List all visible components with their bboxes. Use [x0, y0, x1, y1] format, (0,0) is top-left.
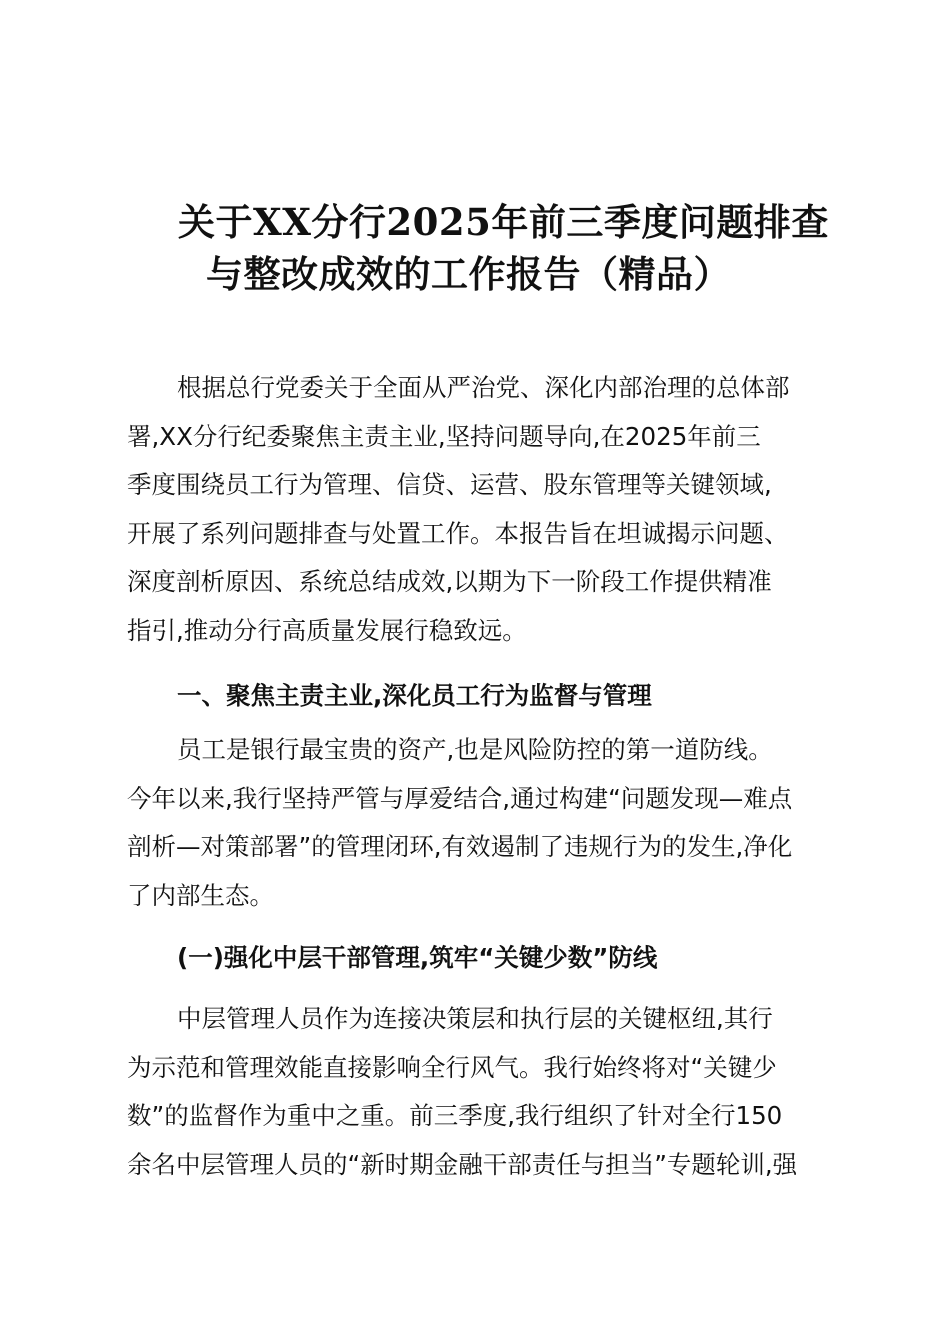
subsection-heading-1: (一)强化中层干部管理,筑牢“关键少数”防线: [177, 943, 658, 972]
paragraph-line: 余名中层管理人员的“新时期金融干部责任与担当”专题轮训,强: [127, 1149, 798, 1179]
paragraph-line: 深度剖析原因、系统总结成效,以期为下一阶段工作提供精准: [127, 567, 772, 597]
subsection-1-paragraph: [127, 995, 827, 1189]
section-1-paragraph: [127, 726, 827, 920]
paragraph-line: 中层管理人员作为连接决策层和执行层的关键枢纽,其行: [177, 1004, 773, 1033]
paragraph-line: 了内部生态。: [127, 880, 274, 910]
paragraph-line: 开展了系列问题排查与处置工作。本报告旨在坦诚揭示问题、: [127, 518, 789, 548]
paragraph-line: 数”的监督作为重中之重。前三季度,我行组织了针对全行150: [127, 1101, 783, 1131]
section-heading-1: 一、聚焦主责主业,深化员工行为监督与管理: [177, 681, 652, 710]
paragraph-line: 署,XX分行纪委聚焦主责主业,坚持问题导向,在2025年前三: [127, 421, 761, 451]
paragraph-line: 为示范和管理效能直接影响全行风气。我行始终将对“关键少: [127, 1052, 777, 1082]
paragraph-line: 季度围绕员工行为管理、信贷、运营、股东管理等关键领域,: [127, 470, 772, 500]
document-title: [150, 196, 840, 300]
paragraph-line: 指引,推动分行高质量发展行稳致远。: [127, 615, 527, 645]
paragraph-line: 今年以来,我行坚持严管与厚爱结合,通过构建“问题发现—难点: [127, 783, 793, 813]
title-line-1: 关于XX分行2025年前三季度问题排查: [178, 200, 829, 244]
paragraph-line: 剖析—对策部署”的管理闭环,有效遏制了违规行为的发生,净化: [127, 832, 793, 862]
paragraph-line: 根据总行党委关于全面从严治党、深化内部治理的总体部: [177, 373, 790, 402]
title-line-2: 与整改成效的工作报告（精品）: [206, 252, 731, 296]
intro-paragraph: [127, 364, 827, 656]
paragraph-line: 员工是银行最宝贵的资产,也是风险防控的第一道防线。: [177, 735, 773, 764]
